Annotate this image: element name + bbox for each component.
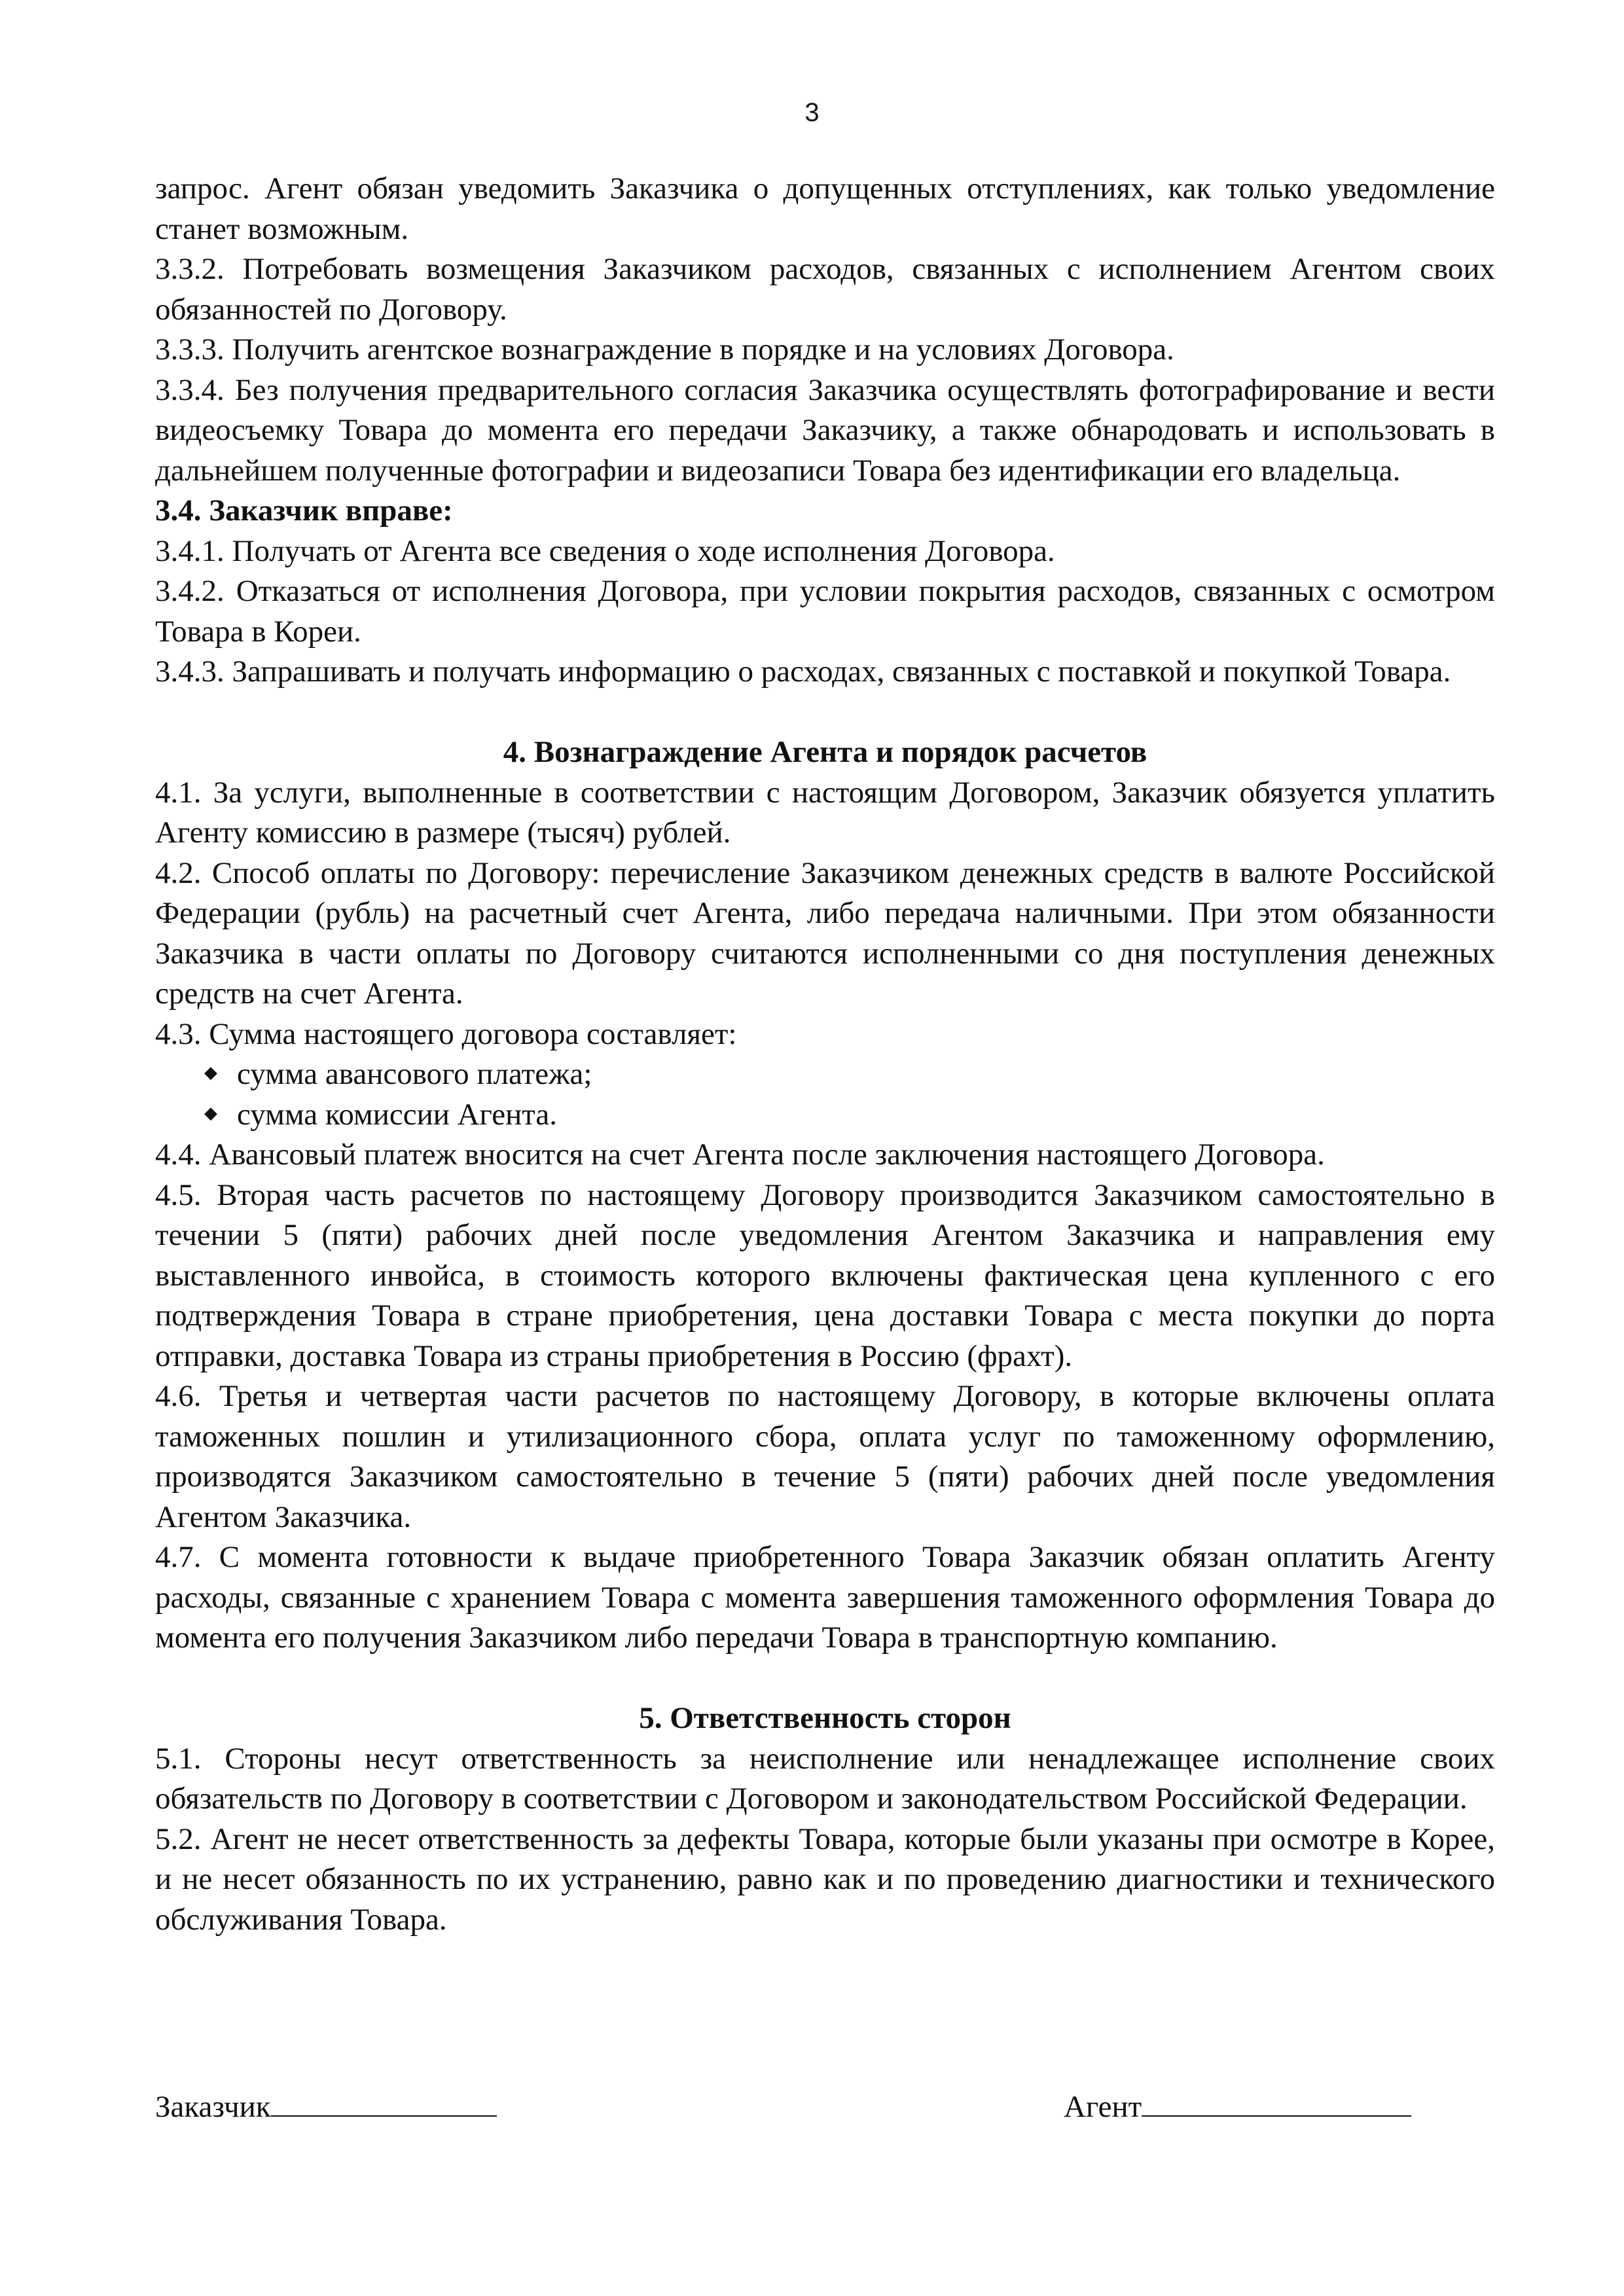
section-heading: 5. Ответственность сторон xyxy=(639,1701,1011,1735)
section-spacer xyxy=(155,692,1495,733)
paragraph: 4.3. Сумма настоящего договора составляет: xyxy=(155,1016,737,1051)
paragraph: 4.5. Вторая часть расчетов по настоящему Договору производится Заказчиком самостоятельно в течении 5 (пяти) рабочих дней после уведомления Агентом Заказчика и направления ему выставленного инвойса, в стоимость которого включены фактическая цена купленного с его подтверждения Товара в стране приобретения, цена доставки Товара с места покупки до порта отправки, доставка Товара из страны приобретения в Россию (фрахт). xyxy=(155,1177,1495,1373)
paragraph: 3.3.4. Без получения предварительного согласия Заказчика осуществлять фотографирование и вести видеосъемку Товара до момента его передачи Заказчику, а также обнародовать и использовать в дальнейшем полученные фотографии и видеозаписи Товара без идентификации его владельца. xyxy=(155,372,1495,488)
page-number: 3 xyxy=(804,98,820,127)
signature-block xyxy=(155,2087,1495,2126)
paragraph: 4.7. С момента готовности к выдаче приобретенного Товара Заказчик обязан оплатить Агенту расходы, связанные с хранением Товара с момента завершения таможенного оформления Товара до момента его получения Заказчиком либо передачи Товара в транспортную компанию. xyxy=(155,1540,1495,1655)
agent-signature-label: Агент xyxy=(1064,2090,1142,2124)
paragraph: 3.4.1. Получать от Агента все сведения о ходе исполнения Договора. xyxy=(155,533,1055,568)
list-item xyxy=(204,1095,1495,1136)
paragraph: запрос. Агент обязан уведомить Заказчика о допущенных отступлениях, как только уведомление станет возможным. xyxy=(155,171,1495,246)
paragraph: 4.4. Авансовый платеж вносится на счет Агента после заключения настоящего Договора. xyxy=(155,1138,1325,1172)
paragraph: 4.2. Способ оплаты по Договору: перечисление Заказчиком денежных средств в валюте Российской Федерации (рубль) на расчетный счет Агента, либо передача наличными. При этом обязанности Заказчика в части оплаты по Договору считаются исполненными со дня поступления денежных средств на счет Агента. xyxy=(155,855,1495,1011)
document-body xyxy=(155,169,1495,1940)
diamond-bullet-icon: ◆ xyxy=(204,1103,217,1122)
section-spacer xyxy=(155,1659,1495,1699)
paragraph: 3.3.3. Получить агентское вознаграждение в порядке и на условиях Договора. xyxy=(155,332,1174,367)
customer-signature xyxy=(155,2087,497,2126)
paragraph: 5.2. Агент не несет ответственность за дефекты Товара, которые были указаны при осмотре в Корее, и не несет обязанность по их устранению, равно как и по проведению диагностики и технического обслуживания Товара. xyxy=(155,1821,1495,1937)
customer-signature-label: Заказчик xyxy=(155,2090,271,2124)
paragraph: 4.6. Третья и четвертая части расчетов по настоящему Договору, в которые включены оплата таможенных пошлин и утилизационного сбора, оплата услуг по таможенному оформлению, производятся Заказчиком самостоятельно в течение 5 (пяти) рабочих дней после уведомления Агентом Заказчика. xyxy=(155,1379,1495,1534)
diamond-bullet-icon: ◆ xyxy=(204,1063,217,1082)
agent-signature-line xyxy=(1142,2087,1411,2117)
paragraph: 3.4.2. Отказаться от исполнения Договора, при условии покрытия расходов, связанных с осмотром Товара в Кореи. xyxy=(155,574,1495,649)
customer-signature-line xyxy=(271,2087,497,2117)
paragraph: 4.1. За услуги, выполненные в соответствии с настоящим Договором, Заказчик обязуется уплатить Агенту комиссию в размере (тысяч) рублей. xyxy=(155,775,1495,850)
list-item xyxy=(204,1054,1495,1095)
paragraph: 3.4.3. Запрашивать и получать информацию о расходах, связанных с поставкой и покупкой Товара. xyxy=(155,655,1451,689)
bullet-list xyxy=(155,1054,1495,1135)
paragraph: 5.1. Стороны несут ответственность за неисполнение или ненадлежащее исполнение своих обязательств по Договору в соответствии с Договором и законодательством Российской Федерации. xyxy=(155,1741,1495,1816)
list-item-text: сумма комиссии Агента. xyxy=(237,1097,557,1132)
agent-signature xyxy=(1064,2087,1411,2126)
paragraph: 3.3.2. Потребовать возмещения Заказчиком расходов, связанных с исполнением Агентом своих обязанностей по Договору. xyxy=(155,252,1495,327)
subsection-title: 3.4. Заказчик вправе: xyxy=(155,493,453,528)
section-heading: 4. Вознаграждение Агента и порядок расчетов xyxy=(503,735,1147,769)
list-item-text: сумма авансового платежа; xyxy=(237,1057,592,1091)
